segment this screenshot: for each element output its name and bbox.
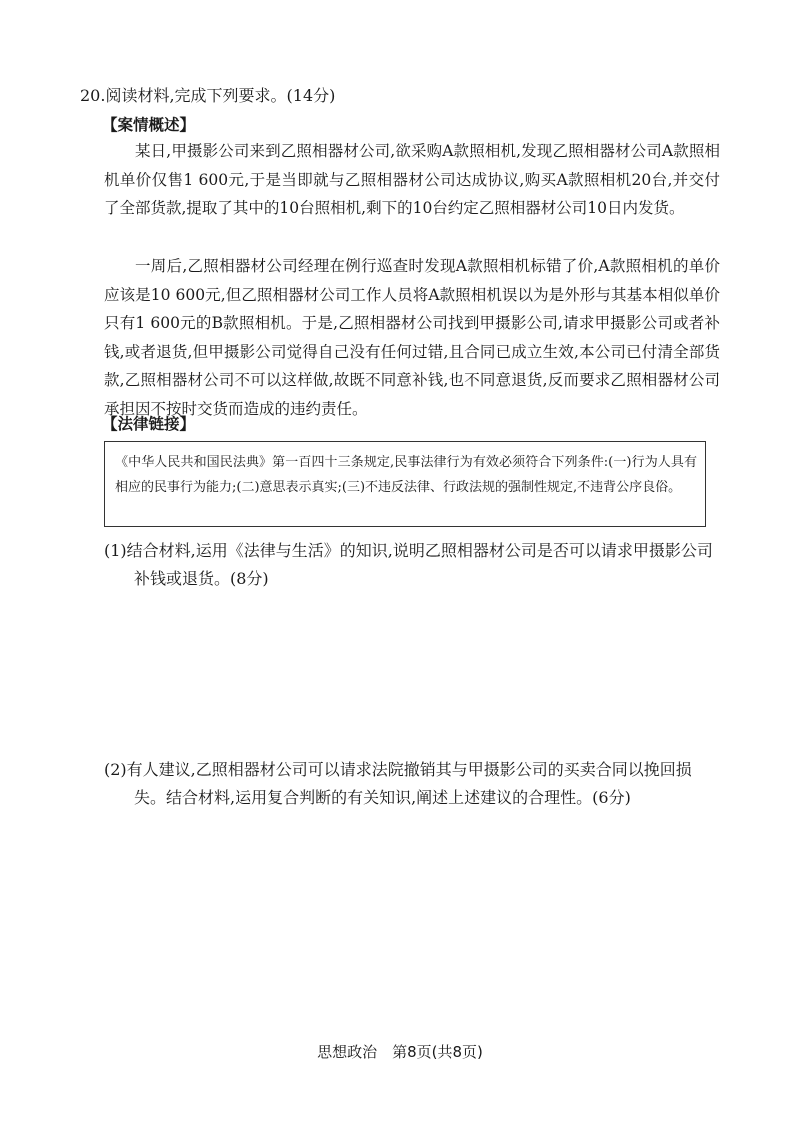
sub-question-1-line1: 结合材料,运用《法律与生活》的知识,说明乙照相器材公司是否可以请求甲摄影公司	[126, 541, 713, 560]
page-footer: 思想政治 第8页(共8页)	[317, 1043, 483, 1061]
sub-question-2-line1: 有人建议,乙照相器材公司可以请求法院撤销其与甲摄影公司的买卖合同以挽回损	[126, 760, 692, 779]
sub-question-2-line2: 失。结合材料,运用复合判断的有关知识,阐述上述建议的合理性。(6分)	[134, 788, 631, 807]
law-excerpt-text: 《中华人民共和国民法典》第一百四十三条规定,民事法律行为有效必须符合下列条件:(一)行为人具有相应的民事行为能力;(二)意思表示真实;(三)不违反法律、行政法规的强制性规定,不违背公序良俗。	[115, 455, 697, 495]
case-paragraph-1: 某日,甲摄影公司来到乙照相器材公司,欲采购A款照相机,发现乙照相器材公司A款照相机单价仅售1 600元,于是当即就与乙照相器材公司达成协议,购买A款照相机20台,并交付了全部货款,提取了其中的10台照相机,剩下的10台约定乙照相器材公司10日内发货。	[104, 142, 720, 218]
question-title: 20.阅读材料,完成下列要求。(14分)	[80, 86, 336, 105]
sub-question-1-line2: 补钱或退货。(8分)	[134, 569, 269, 588]
case-summary-heading: 【案情概述】	[102, 116, 196, 134]
case-paragraph-2: 一周后,乙照相器材公司经理在例行巡查时发现A款照相机标错了价,A款照相机的单价应该是10 600元,但乙照相器材公司工作人员将A款照相机误以为是外形与其基本相似单价只有1 600元的B款照相机。于是,乙照相器材公司找到甲摄影公司,请求甲摄影公司或者补钱,或者退货,但甲摄影公司觉得自己没有任何过错,且合同已成立生效,本公司已付清全部货款,乙照相器材公司不可以这样做,故既不同意补钱,也不同意退货,反而要求乙照相器材公司承担因不按时交货而造成的违约责任。	[104, 257, 720, 418]
sub-question-1-number: (1)	[104, 541, 127, 560]
law-link-heading: 【法律链接】	[102, 415, 196, 433]
sub-question-1	[104, 537, 724, 593]
sub-question-2	[104, 756, 724, 812]
law-excerpt-box	[104, 441, 706, 527]
sub-question-2-number: (2)	[104, 760, 127, 779]
